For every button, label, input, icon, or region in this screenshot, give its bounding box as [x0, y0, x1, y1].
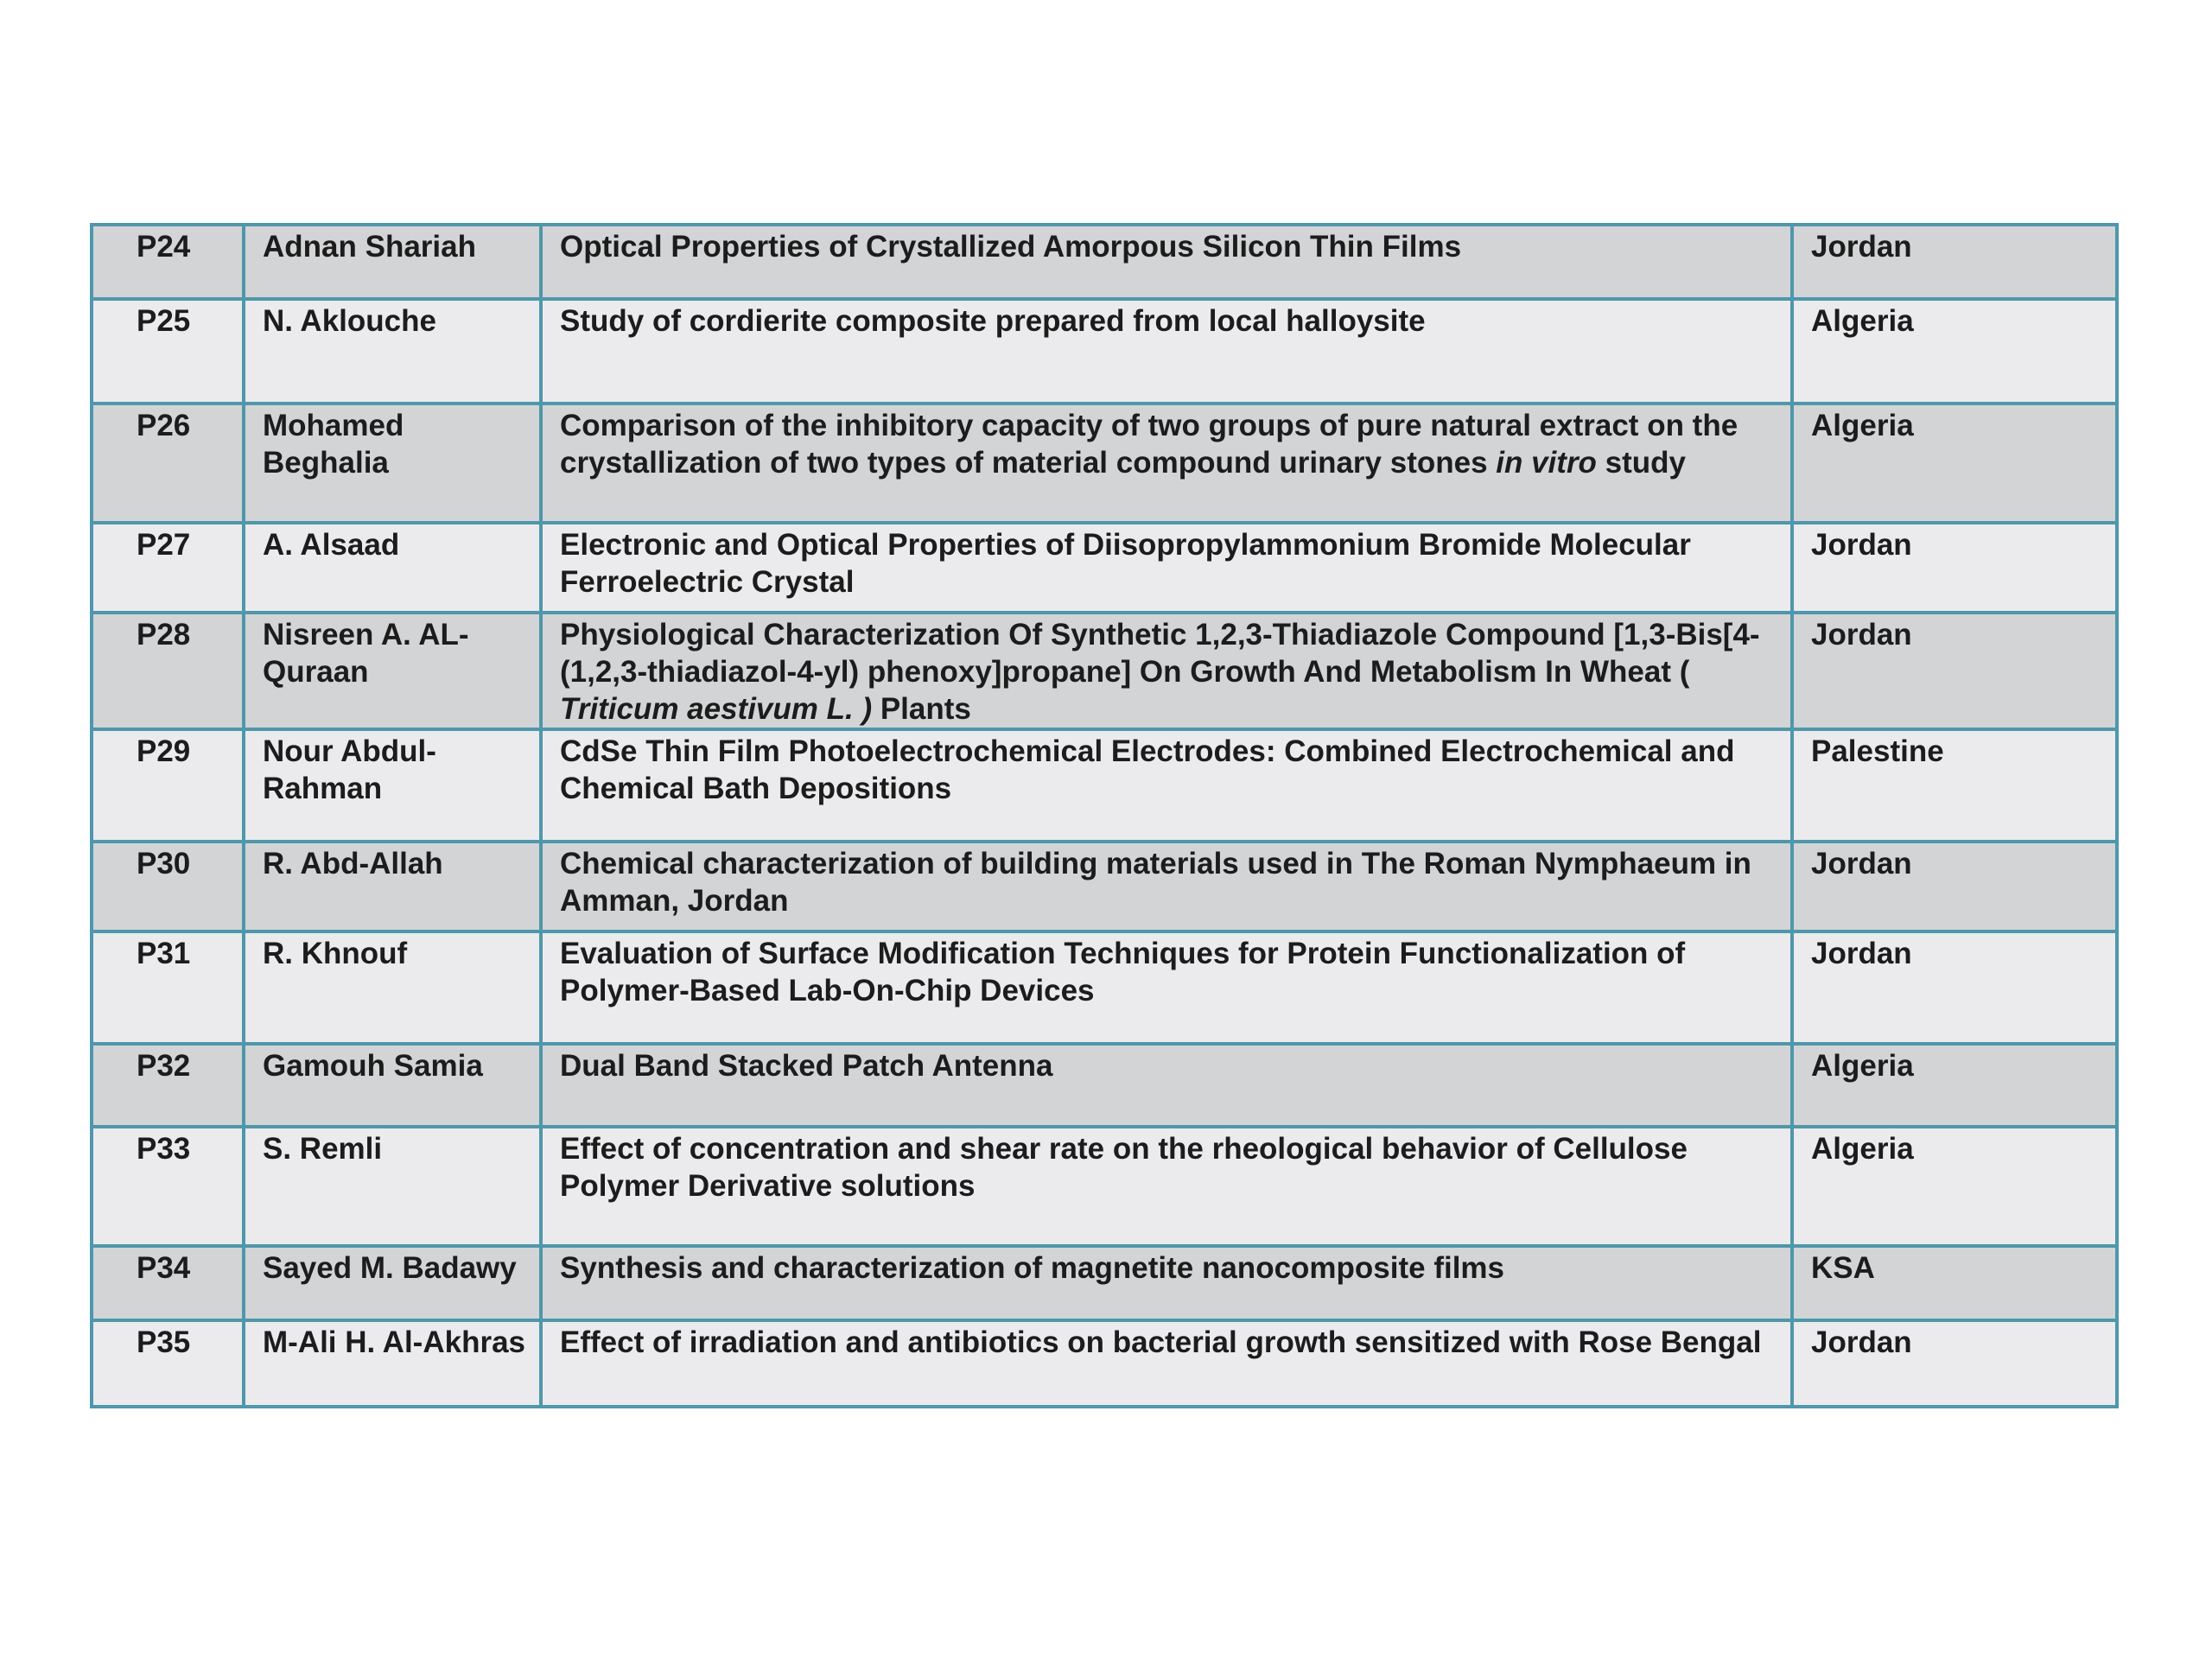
title-text: study	[1596, 446, 1687, 480]
table-row	[92, 523, 2117, 613]
poster-title: Effect of concentration and shear rate on the rheological behavior of Cellulose Polymer Derivative solutions	[541, 1127, 1792, 1246]
poster-id: P28	[92, 613, 244, 729]
poster-id: P25	[92, 299, 244, 404]
poster-title: Study of cordierite composite prepared from local halloysite	[541, 299, 1792, 404]
author-country: Algeria	[1792, 1127, 2117, 1246]
title-text: Comparison of the inhibitory capacity of two groups of pure natural extract on the crystallization of two types of material compound urinary stones	[560, 409, 1738, 480]
author-name: R. Khnouf	[244, 931, 541, 1044]
poster-id: P32	[92, 1044, 244, 1127]
table-row	[92, 931, 2117, 1044]
table-row	[92, 842, 2117, 931]
poster-title	[541, 613, 1792, 729]
table-row	[92, 729, 2117, 842]
poster-id: P30	[92, 842, 244, 931]
author-name: Nour Abdul-Rahman	[244, 729, 541, 842]
poster-id: P33	[92, 1127, 244, 1246]
title-text: Plants	[872, 692, 971, 726]
table-row	[92, 613, 2117, 729]
author-name: Sayed M. Badawy	[244, 1246, 541, 1320]
author-country: KSA	[1792, 1246, 2117, 1320]
poster-title: Synthesis and characterization of magnetite nanocomposite films	[541, 1246, 1792, 1320]
title-text: Physiological Characterization Of Synthetic 1,2,3-Thiadiazole Compound [1,3-Bis[4-(1,2,3-thiadiazol-4-yl) phenoxy]propane] On Growth And Metabolism In Wheat (	[560, 618, 1760, 689]
poster-id: P27	[92, 523, 244, 613]
table-row	[92, 1044, 2117, 1127]
author-name: S. Remli	[244, 1127, 541, 1246]
author-country: Algeria	[1792, 1044, 2117, 1127]
author-country: Jordan	[1792, 523, 2117, 613]
author-name: M-Ali H. Al-Akhras	[244, 1320, 541, 1407]
poster-title: Chemical characterization of building materials used in The Roman Nymphaeum in Amman, Jordan	[541, 842, 1792, 931]
poster-id: P26	[92, 404, 244, 523]
author-name: Gamouh Samia	[244, 1044, 541, 1127]
poster-title	[541, 404, 1792, 523]
author-country: Jordan	[1792, 613, 2117, 729]
author-name: Adnan Shariah	[244, 225, 541, 299]
poster-id: P35	[92, 1320, 244, 1407]
table-row	[92, 225, 2117, 299]
author-country: Algeria	[1792, 404, 2117, 523]
poster-title: Optical Properties of Crystallized Amorpous Silicon Thin Films	[541, 225, 1792, 299]
poster-title: Evaluation of Surface Modification Techniques for Protein Functionalization of Polymer-Based Lab-On-Chip Devices	[541, 931, 1792, 1044]
poster-title: Electronic and Optical Properties of Diisopropylammonium Bromide Molecular Ferroelectric Crystal	[541, 523, 1792, 613]
poster-id: P29	[92, 729, 244, 842]
poster-title: Dual Band Stacked Patch Antenna	[541, 1044, 1792, 1127]
title-italic: in vitro	[1496, 446, 1597, 480]
author-name: Nisreen A. AL-Quraan	[244, 613, 541, 729]
poster-table	[90, 223, 2119, 1408]
poster-title: Effect of irradiation and antibiotics on bacterial growth sensitized with Rose Bengal	[541, 1320, 1792, 1407]
author-name: N. Aklouche	[244, 299, 541, 404]
table-row	[92, 1320, 2117, 1407]
author-country: Algeria	[1792, 299, 2117, 404]
author-name: A. Alsaad	[244, 523, 541, 613]
author-name: R. Abd-Allah	[244, 842, 541, 931]
author-country: Jordan	[1792, 842, 2117, 931]
poster-title: CdSe Thin Film Photoelectrochemical Electrodes: Combined Electrochemical and Chemical Bath Depositions	[541, 729, 1792, 842]
title-italic: Triticum aestivum L. )	[560, 692, 873, 726]
table-row	[92, 1127, 2117, 1246]
author-country: Jordan	[1792, 225, 2117, 299]
poster-id: P31	[92, 931, 244, 1044]
author-country: Palestine	[1792, 729, 2117, 842]
poster-id: P24	[92, 225, 244, 299]
table-row	[92, 1246, 2117, 1320]
author-name: Mohamed Beghalia	[244, 404, 541, 523]
author-country: Jordan	[1792, 931, 2117, 1044]
poster-id: P34	[92, 1246, 244, 1320]
table-row	[92, 404, 2117, 523]
table-row	[92, 299, 2117, 404]
author-country: Jordan	[1792, 1320, 2117, 1407]
